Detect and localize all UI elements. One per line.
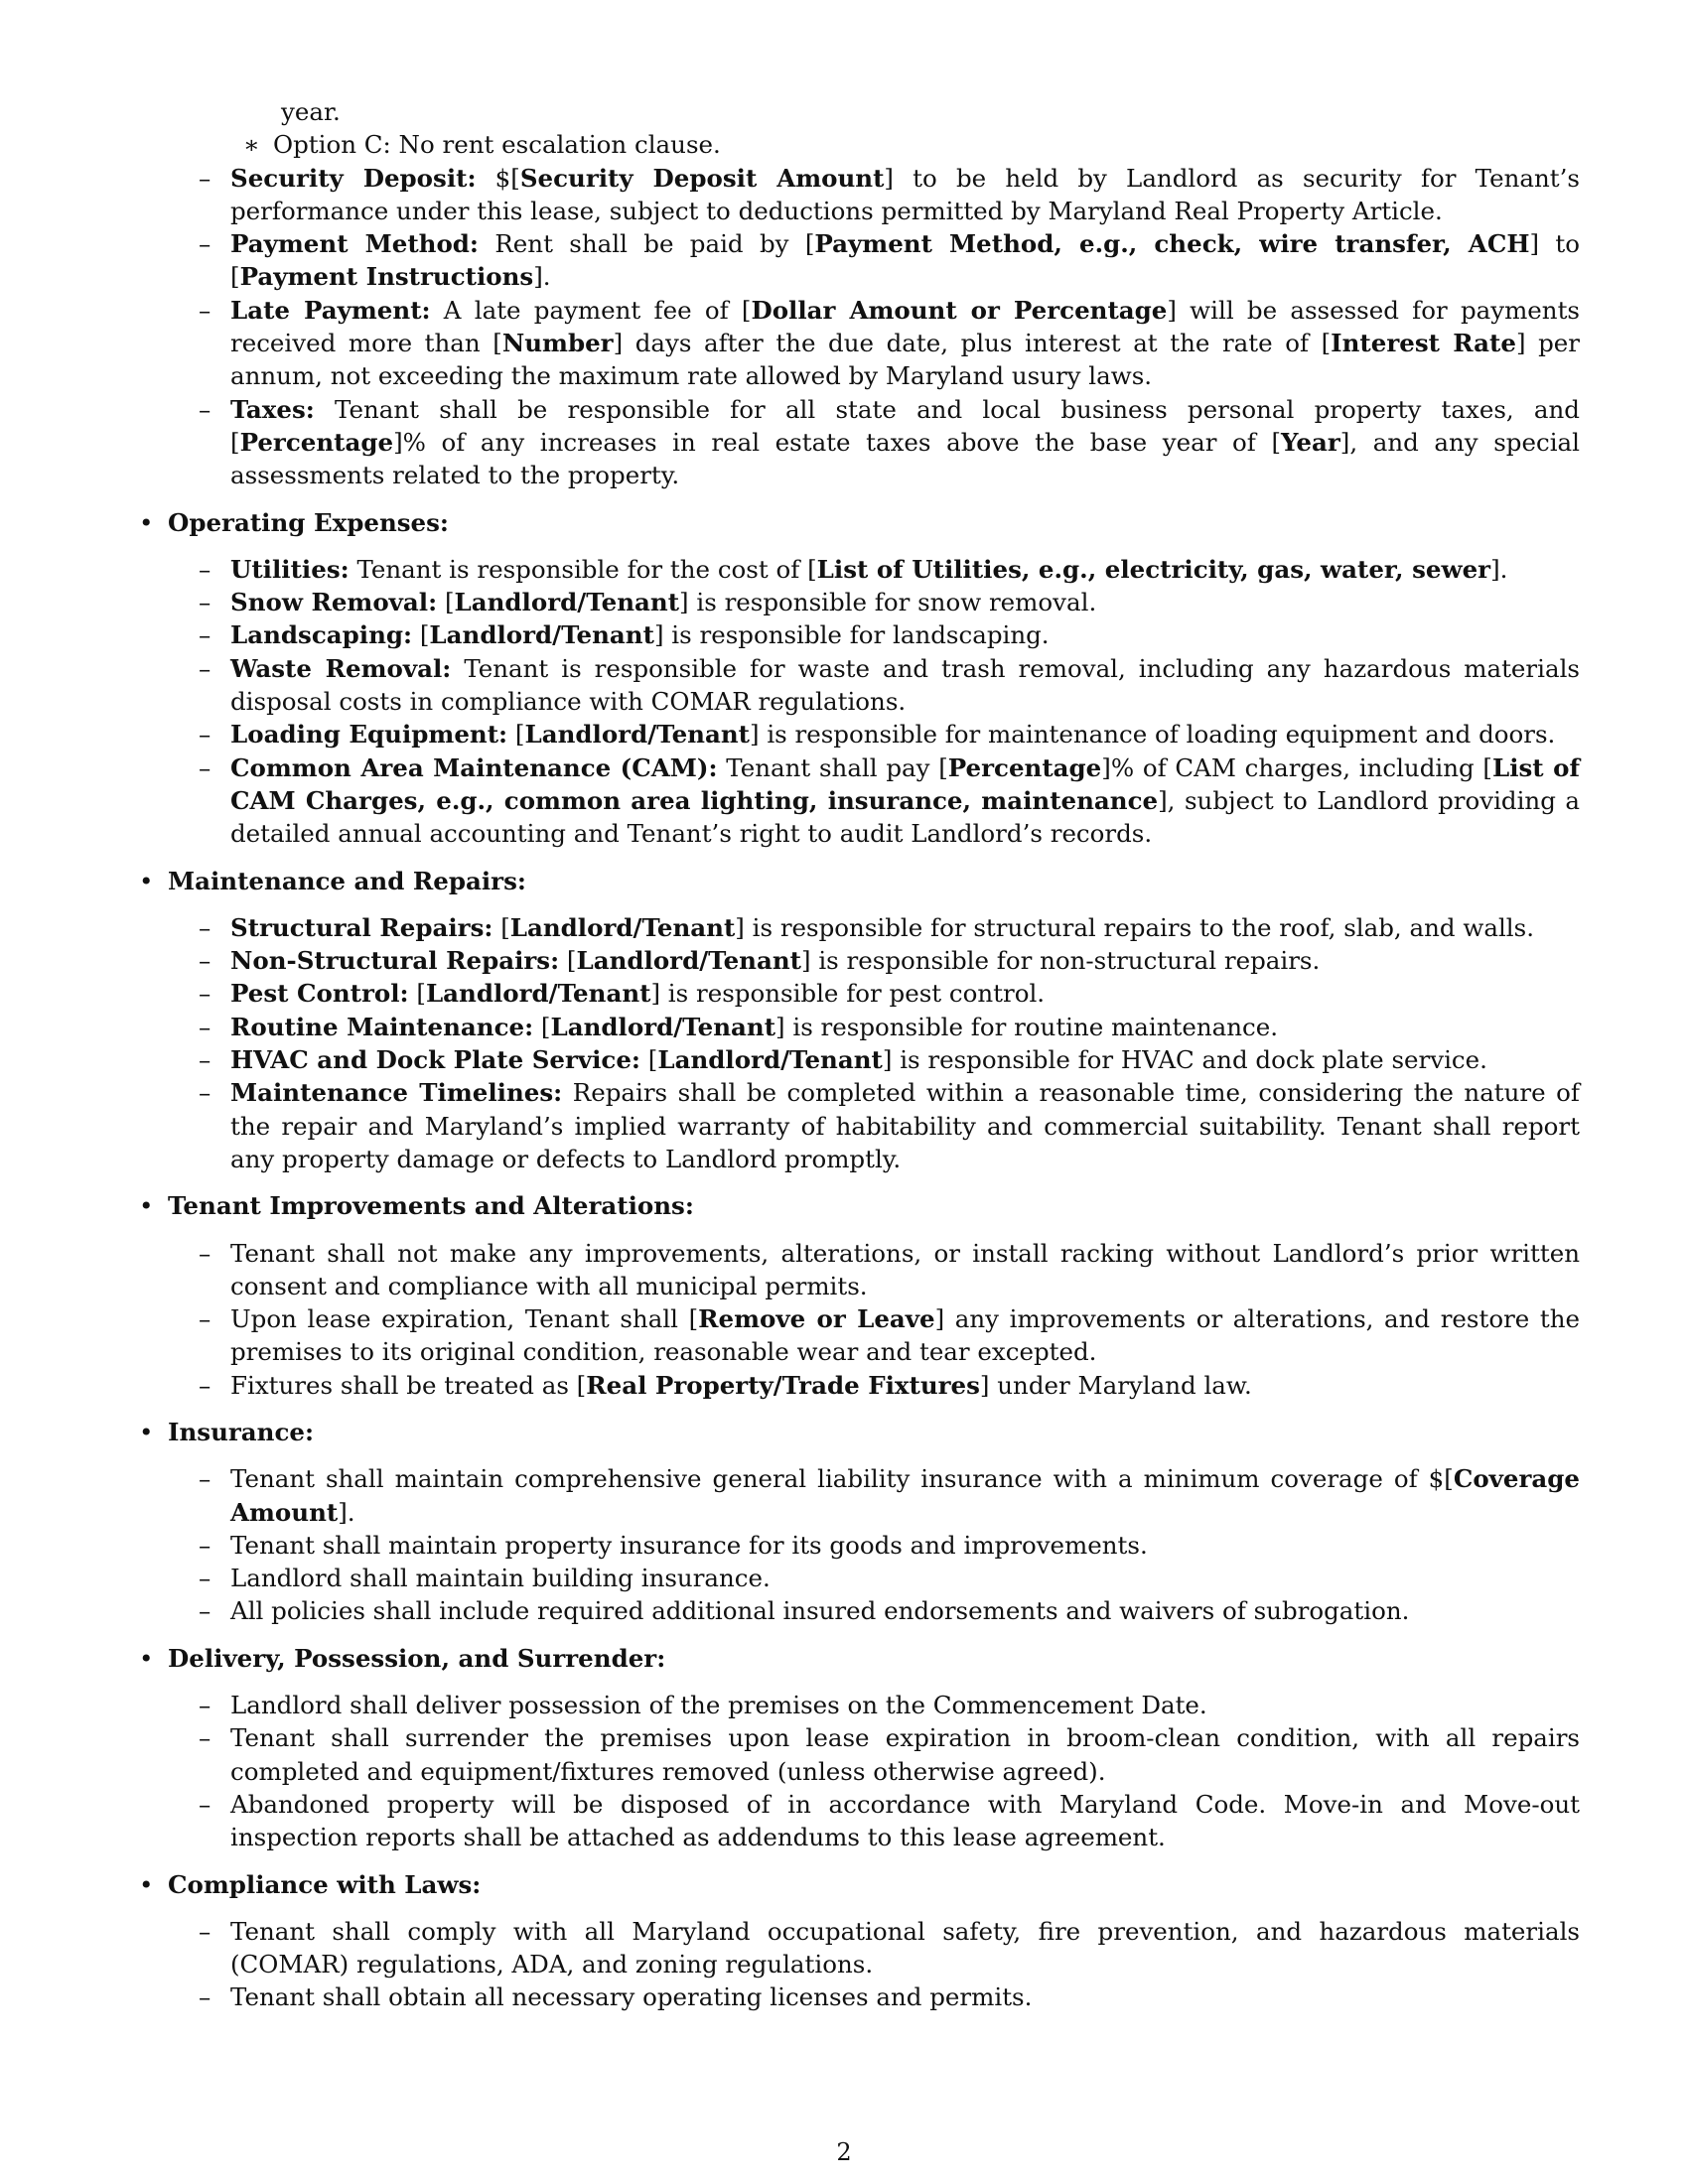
text-run: Repairs shall be completed within a reasonable time, considering the nature of the repair and Maryland’s implied warranty of habitability and commercial suitability. Tenant shall report any property damage or defects to Landlord promptly. <box>230 1078 1580 1173</box>
list-item-text <box>230 1980 1580 2013</box>
section-title: Insurance: <box>168 1417 315 1446</box>
bold-text: Utilities: <box>230 554 350 584</box>
page-content <box>138 95 1580 2014</box>
text-run: $[ <box>476 163 520 193</box>
text-run: Tenant shall maintain comprehensive general liability insurance with a minimum coverage of $[ <box>230 1464 1454 1494</box>
bullet-marker: • <box>139 1869 154 1899</box>
section-heading <box>138 1189 1580 1222</box>
dash-marker: – <box>199 1982 211 2012</box>
text-run: ] is responsible for snow removal. <box>679 588 1097 617</box>
section-heading <box>138 1642 1580 1675</box>
list-item <box>138 1529 1580 1562</box>
text-run: ], and any special assessments related to the property. <box>230 427 1580 490</box>
bold-text: Landlord/Tenant <box>509 912 736 942</box>
text-run: ]. <box>1490 554 1508 584</box>
dash-marker: – <box>199 394 211 424</box>
list-item-text <box>230 1562 1580 1594</box>
dash-marker: – <box>199 620 211 650</box>
list-item-text <box>230 652 1580 719</box>
section-heading <box>138 865 1580 897</box>
dash-marker: – <box>199 912 211 942</box>
text-run: [ <box>533 1012 551 1041</box>
list-item <box>138 1011 1580 1043</box>
list-item <box>138 1369 1580 1402</box>
text-run: Tenant is responsible for the cost of [ <box>349 554 817 584</box>
text-run: Tenant shall maintain property insurance for its goods and improvements. <box>230 1530 1148 1560</box>
asterisk-marker: ∗ <box>243 130 260 160</box>
dash-marker: – <box>199 1238 211 1268</box>
bullet-marker: • <box>139 1191 154 1221</box>
list-item <box>138 553 1580 586</box>
list-item <box>138 1980 1580 2013</box>
list-item-text <box>230 751 1580 851</box>
text-run: ] any improvements or alterations, and restore the premises to its original condition, reasonable wear and tear excepted. <box>230 1304 1581 1367</box>
bold-text: Security Deposit: <box>230 163 477 193</box>
list-item <box>138 586 1580 618</box>
text-run: [ <box>437 588 455 617</box>
bullet-marker: • <box>139 507 154 537</box>
bold-text: Number <box>501 329 614 358</box>
text-run: ] is responsible for pest control. <box>650 979 1046 1009</box>
bold-text: Payment Method: <box>230 229 479 259</box>
list-item-text <box>230 1043 1580 1076</box>
bold-text: Structural Repairs: <box>230 912 493 942</box>
continuation-text: year. <box>281 97 341 126</box>
option-c-item <box>138 128 1580 161</box>
list-item <box>138 652 1580 719</box>
text-run: [ <box>492 912 510 942</box>
list-item-text <box>230 1462 1580 1529</box>
text-run: [ <box>412 620 430 650</box>
section <box>138 1416 1580 1628</box>
bold-text: Landlord/Tenant <box>524 720 750 750</box>
list-item <box>138 393 1580 492</box>
text-run: Tenant shall surrender the premises upon lease expiration in broom-clean condition, with all repairs completed and equipment/fixtures removed (unless otherwise agreed). <box>230 1723 1580 1786</box>
list-item <box>138 1788 1580 1854</box>
bold-text: Maintenance Timelines: <box>230 1078 563 1108</box>
section-title: Maintenance and Repairs: <box>168 866 526 895</box>
text-run: [ <box>639 1045 658 1075</box>
bold-text: Remove or Leave <box>698 1304 935 1334</box>
list-item-text <box>230 586 1580 618</box>
list-item <box>138 718 1580 751</box>
dash-marker: – <box>199 653 211 683</box>
text-run: ] is responsible for maintenance of loading equipment and doors. <box>749 720 1556 750</box>
text-run: Tenant shall comply with all Maryland occupational safety, fire prevention, and hazardous materials (COMAR) regulations, ADA, and zoning regulations. <box>230 1916 1580 1979</box>
text-run: Rent shall be paid by [ <box>478 229 815 259</box>
dash-marker: – <box>199 946 211 976</box>
bold-text: Taxes: <box>230 394 315 424</box>
list-item-text <box>230 1721 1580 1788</box>
text-run: ]% of CAM charges, including [ <box>1101 752 1492 782</box>
text-run: Tenant is responsible for waste and trash removal, including any hazardous materials disposal costs in compliance with COMAR regulations. <box>230 653 1580 717</box>
list-item <box>138 1237 1580 1303</box>
dash-marker: – <box>199 1596 211 1626</box>
text-run: Upon lease expiration, Tenant shall [ <box>230 1304 699 1334</box>
text-run: All policies shall include required additional insured endorsements and waivers of subrogation. <box>230 1596 1410 1626</box>
bold-text: Landlord/Tenant <box>454 588 680 617</box>
bold-text: List of Utilities, e.g., electricity, gas, water, sewer <box>816 554 1491 584</box>
list-item <box>138 1594 1580 1627</box>
bold-text: Payment Method, e.g., check, wire transfer, ACH <box>814 229 1530 259</box>
section-title: Operating Expenses: <box>168 507 449 537</box>
bold-text: Common Area Maintenance (CAM): <box>230 752 718 782</box>
text-run: ]. <box>533 262 551 292</box>
bold-text: Interest Rate <box>1331 329 1516 358</box>
list-item <box>138 162 1580 228</box>
list-item <box>138 1689 1580 1721</box>
dash-marker: – <box>199 1723 211 1753</box>
dash-marker: – <box>199 295 211 325</box>
dash-marker: – <box>199 588 211 617</box>
bold-text: Dollar Amount or Percentage <box>751 295 1168 325</box>
text-run: ] per annum, not exceeding the maximum rate allowed by Maryland usury laws. <box>230 329 1581 391</box>
dash-marker: – <box>199 1564 211 1593</box>
list-item <box>138 294 1580 393</box>
text-run: ] is responsible for structural repairs to the roof, slab, and walls. <box>735 912 1534 942</box>
dash-marker: – <box>199 163 211 193</box>
bold-text: Non-Structural Repairs: <box>230 946 560 976</box>
text-run: ], subject to Landlord providing a detailed annual accounting and Tenant’s right to audit Landlord’s records. <box>230 785 1581 849</box>
bullet-marker: • <box>139 1417 154 1446</box>
dash-marker: – <box>199 1370 211 1400</box>
text-run: Tenant shall be responsible for all state and local business personal property taxes, and [ <box>230 394 1580 457</box>
text-run: ] is responsible for non-structural repairs. <box>801 946 1321 976</box>
section <box>138 1642 1580 1854</box>
bold-text: Landlord/Tenant <box>657 1045 883 1075</box>
text-run: ] is responsible for routine maintenance. <box>775 1012 1279 1041</box>
text-run: ] is responsible for landscaping. <box>653 620 1050 650</box>
payment-terms-list <box>138 162 1580 492</box>
text-run: ] to [ <box>230 229 1580 292</box>
section-items <box>138 1689 1580 1853</box>
list-item-text <box>230 1237 1580 1303</box>
bold-text: Pest Control: <box>230 979 409 1009</box>
text-run: Abandoned property will be disposed of in accordance with Maryland Code. Move-in and Move-out inspection reports shall be attached as addendums to this lease agreement. <box>230 1789 1580 1852</box>
bold-text: Late Payment: <box>230 295 431 325</box>
text-run: ] will be assessed for payments received more than [ <box>230 295 1580 358</box>
dash-marker: – <box>199 720 211 750</box>
bold-text: Percentage <box>947 752 1102 782</box>
section-title: Delivery, Possession, and Surrender: <box>168 1643 666 1673</box>
list-item <box>138 1302 1580 1369</box>
list-item-text <box>230 911 1580 944</box>
list-item <box>138 911 1580 944</box>
list-item <box>138 944 1580 977</box>
text-run: ]% of any increases in real estate taxes above the base year of [ <box>393 427 1282 457</box>
bold-text: Loading Equipment: <box>230 720 508 750</box>
section-heading <box>138 506 1580 539</box>
section <box>138 865 1580 1176</box>
list-item-text <box>230 1529 1580 1562</box>
list-item-text <box>230 1076 1580 1175</box>
dash-marker: – <box>199 979 211 1009</box>
bold-text: Landlord/Tenant <box>429 620 654 650</box>
dash-marker: – <box>199 1012 211 1041</box>
dash-marker: – <box>199 229 211 259</box>
dash-marker: – <box>199 752 211 782</box>
bold-text: Payment Instructions <box>239 262 534 292</box>
list-item-text <box>230 1369 1580 1402</box>
dash-marker: – <box>199 1464 211 1494</box>
bold-text: Real Property/Trade Fixtures <box>586 1370 980 1400</box>
list-item-text <box>230 294 1580 393</box>
bold-text: Waste Removal: <box>230 653 452 683</box>
list-item-text <box>230 393 1580 492</box>
section-items <box>138 1237 1580 1402</box>
text-run: ] under Maryland law. <box>979 1370 1252 1400</box>
dash-marker: – <box>199 1789 211 1819</box>
list-item-text <box>230 227 1580 294</box>
list-item <box>138 227 1580 294</box>
bullet-marker: • <box>139 866 154 895</box>
list-item <box>138 618 1580 651</box>
list-item-text <box>230 1788 1580 1854</box>
bold-text: HVAC and Dock Plate Service: <box>230 1045 640 1075</box>
section-title: Tenant Improvements and Alterations: <box>168 1191 694 1221</box>
bold-text: List of CAM Charges, e.g., common area lighting, insurance, maintenance <box>230 752 1580 815</box>
sections-list <box>138 506 1580 2014</box>
section-items <box>138 553 1580 851</box>
section <box>138 1189 1580 1402</box>
bold-text: Percentage <box>239 427 394 457</box>
list-item-text <box>230 618 1580 651</box>
bold-text: Snow Removal: <box>230 588 438 617</box>
list-item-text <box>230 944 1580 977</box>
text-run: Tenant shall obtain all necessary operating licenses and permits. <box>230 1982 1033 2012</box>
text-run: ] is responsible for HVAC and dock plate service. <box>882 1045 1487 1075</box>
list-item <box>138 1721 1580 1788</box>
text-run: Landlord shall maintain building insurance. <box>230 1564 771 1593</box>
dash-marker: – <box>199 554 211 584</box>
bold-text: Year <box>1281 427 1340 457</box>
text-run: Tenant shall pay [ <box>717 752 948 782</box>
section-items <box>138 1915 1580 2014</box>
text-run: Fixtures shall be treated as [ <box>230 1370 587 1400</box>
dash-marker: – <box>199 1691 211 1720</box>
dash-marker: – <box>199 1530 211 1560</box>
section-heading <box>138 1416 1580 1448</box>
list-item <box>138 1043 1580 1076</box>
section <box>138 1868 1580 2014</box>
list-item <box>138 1915 1580 1981</box>
section-items <box>138 911 1580 1175</box>
bold-text: Landlord/Tenant <box>576 946 801 976</box>
section-title: Compliance with Laws: <box>168 1869 482 1899</box>
list-item <box>138 1562 1580 1594</box>
list-item <box>138 1462 1580 1529</box>
list-item-text <box>230 977 1580 1010</box>
section-heading <box>138 1868 1580 1901</box>
list-item-text <box>230 1011 1580 1043</box>
text-run: A late payment fee of [ <box>430 295 752 325</box>
dash-marker: – <box>199 1916 211 1946</box>
list-item-text <box>230 553 1580 586</box>
text-run: ]. <box>338 1497 355 1527</box>
bold-text: Landlord/Tenant <box>425 979 651 1009</box>
list-item <box>138 1076 1580 1175</box>
list-item-text <box>230 1915 1580 1981</box>
text-run: ] to be held by Landlord as security for Tenant’s performance under this lease, subject to deductions permitted by Maryland Real Property Article. <box>230 163 1580 225</box>
list-item <box>138 751 1580 851</box>
list-item-text <box>230 1594 1580 1627</box>
bold-text: Routine Maintenance: <box>230 1012 534 1041</box>
bold-text: Coverage Amount <box>230 1464 1580 1527</box>
list-item <box>138 977 1580 1010</box>
dash-marker: – <box>199 1078 211 1108</box>
list-item-text <box>230 718 1580 751</box>
dash-marker: – <box>199 1045 211 1075</box>
option-c-text: Option C: No rent escalation clause. <box>273 130 721 160</box>
text-run: ] days after the due date, plus interest at the rate of [ <box>613 329 1332 358</box>
text-run: Landlord shall deliver possession of the premises on the Commencement Date. <box>230 1691 1207 1720</box>
bold-text: Security Deposit Amount <box>519 163 885 193</box>
list-item-text <box>230 1302 1580 1369</box>
bold-text: Landlord/Tenant <box>550 1012 776 1041</box>
text-run: Tenant shall not make any improvements, alterations, or install racking without Landlord’s prior written consent and compliance with all municipal permits. <box>230 1238 1580 1300</box>
text-run: [ <box>559 946 577 976</box>
text-run: [ <box>507 720 525 750</box>
bullet-marker: • <box>139 1643 154 1673</box>
page-number: 2 <box>836 2138 852 2166</box>
list-item-text <box>230 162 1580 228</box>
bold-text: Landscaping: <box>230 620 413 650</box>
text-run: [ <box>408 979 426 1009</box>
section <box>138 506 1580 851</box>
section-items <box>138 1462 1580 1627</box>
dash-marker: – <box>199 1304 211 1334</box>
list-item-text <box>230 1689 1580 1721</box>
